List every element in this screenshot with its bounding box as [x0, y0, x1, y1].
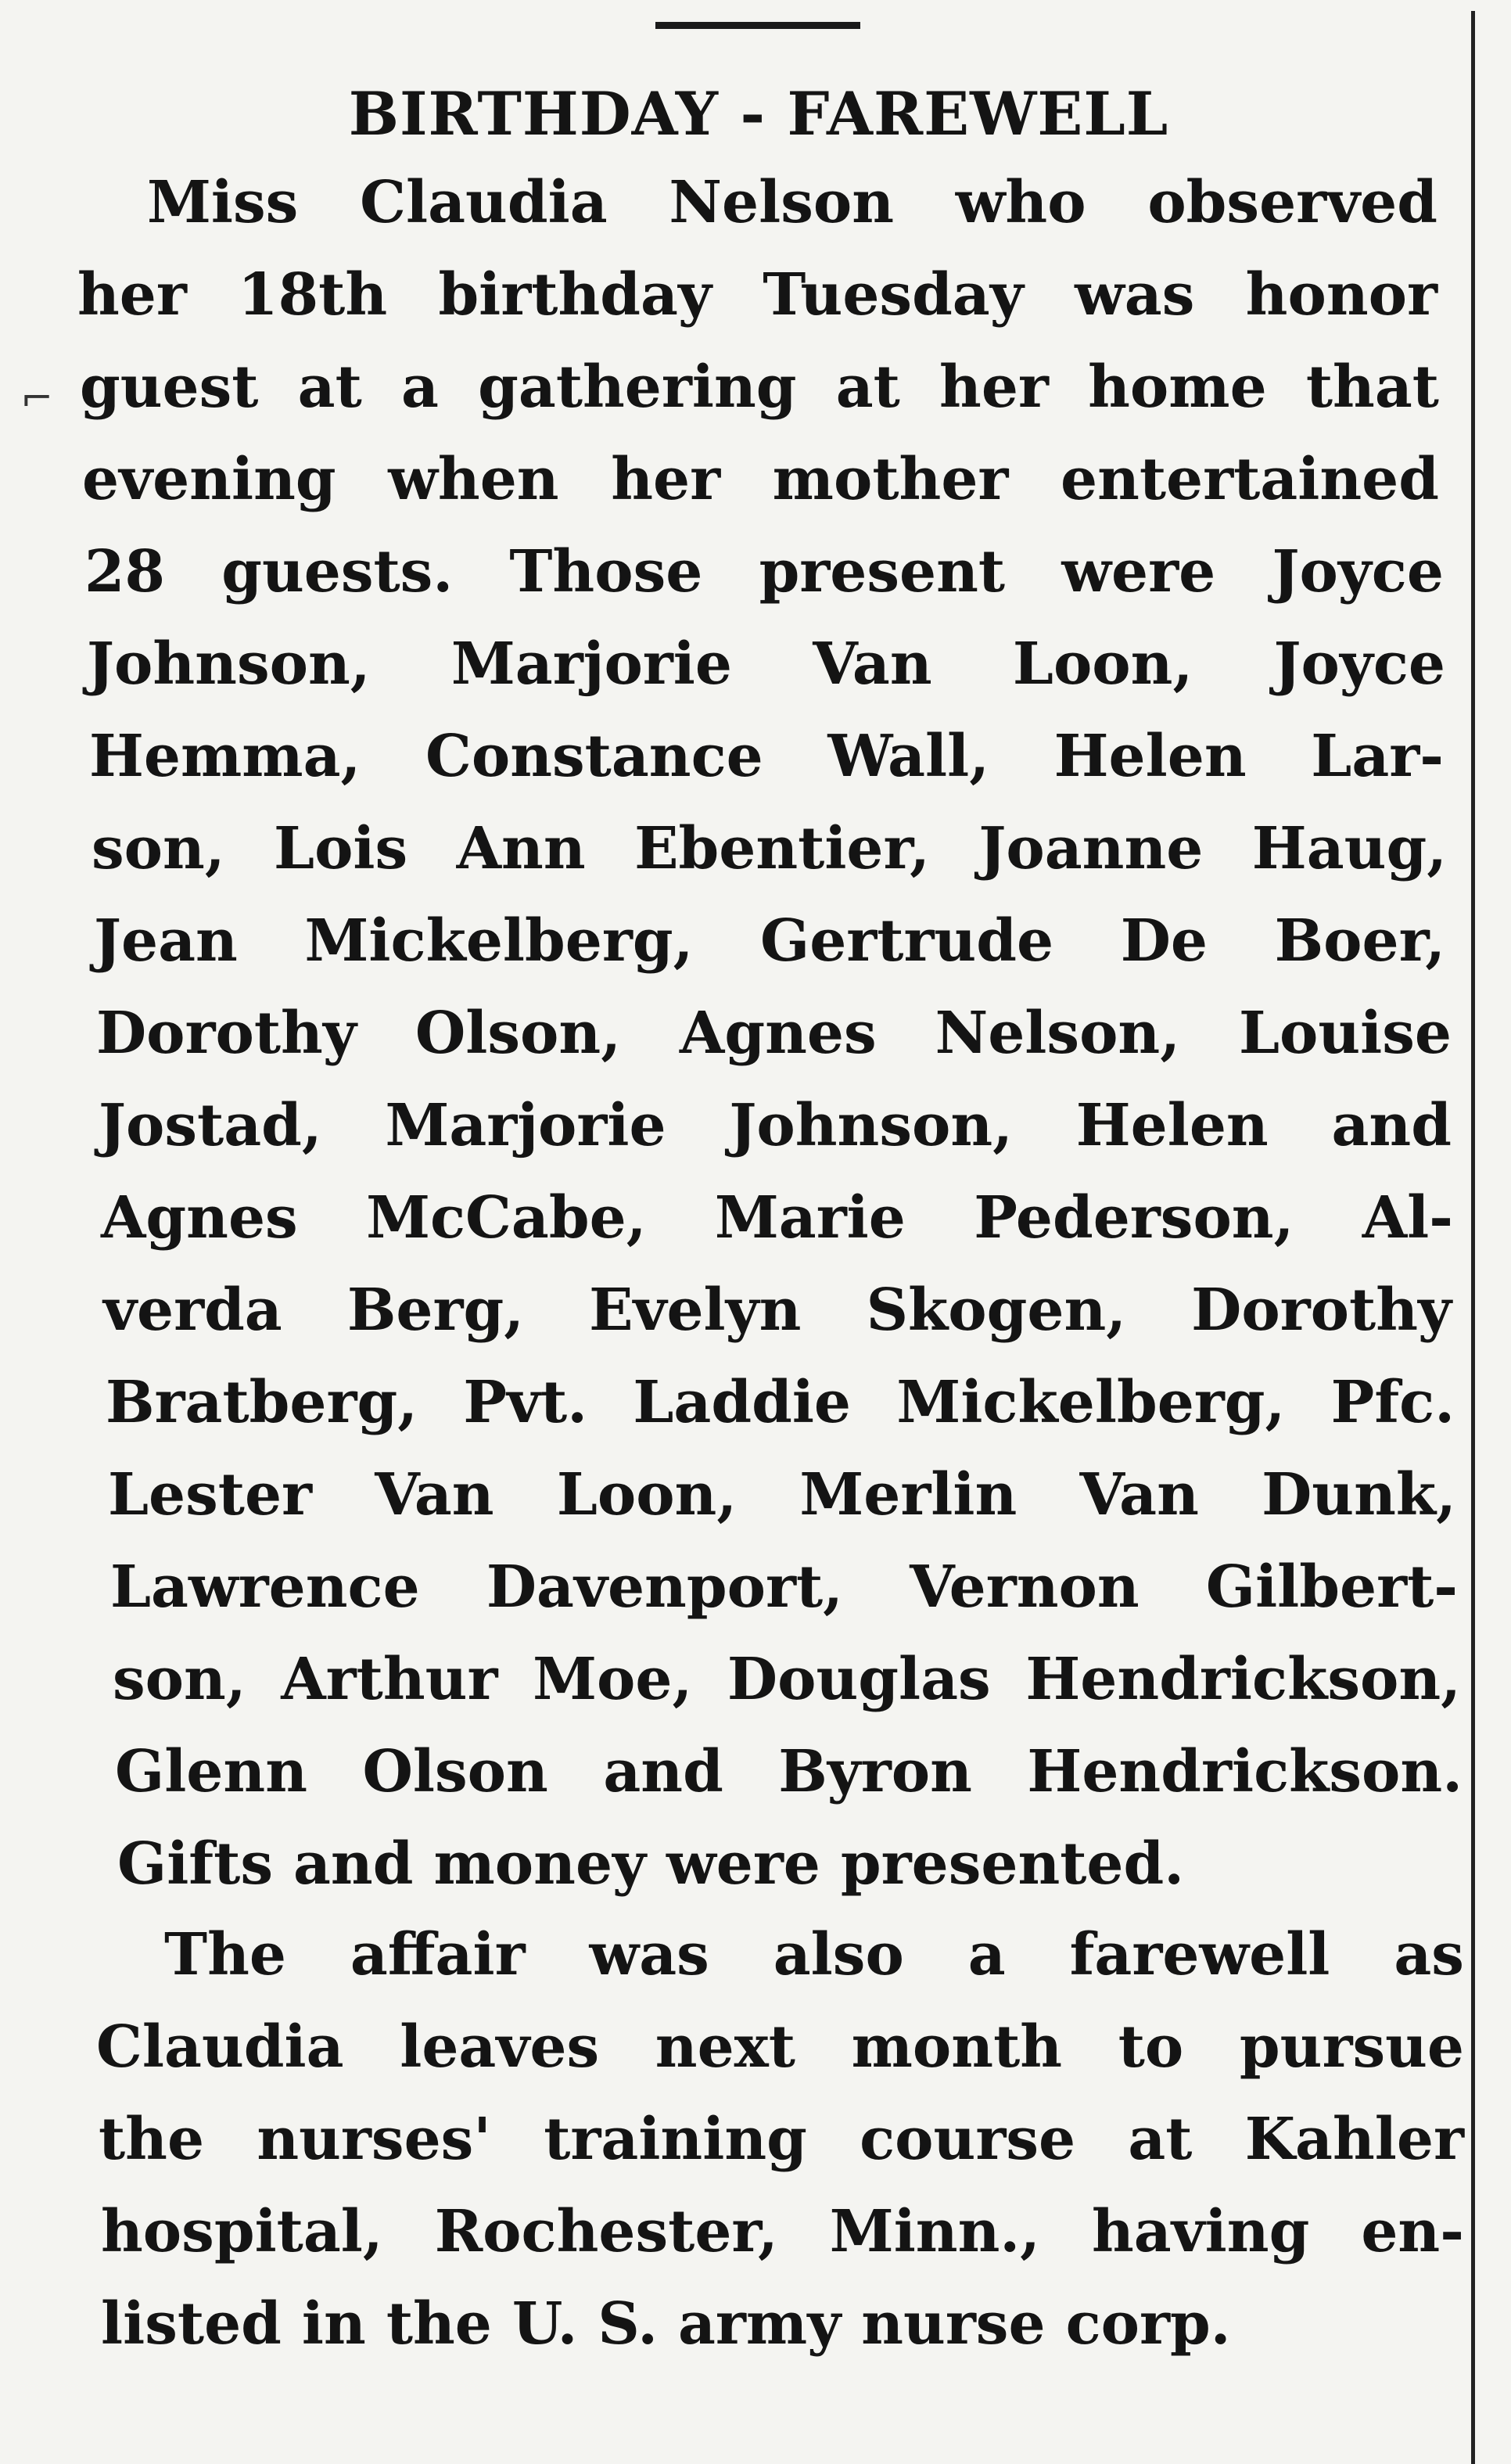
- margin-mark: ⌐: [20, 375, 53, 421]
- article-line: Claudia leaves next month to pursue: [96, 2013, 1464, 2081]
- article-line: 28 guests. Those present were Joyce: [84, 538, 1444, 605]
- article-line: The affair was also a farewell as: [164, 1921, 1464, 1988]
- article-line: hospital, Rochester, Minn., having en-: [101, 2198, 1464, 2265]
- article-line: Bratberg, Pvt. Laddie Mickelberg, Pfc.: [106, 1369, 1455, 1436]
- column-rule: [1471, 11, 1475, 2464]
- article-line: Jostad, Marjorie Johnson, Helen and: [99, 1092, 1452, 1159]
- top-rule: [655, 22, 860, 29]
- article-line: Dorothy Olson, Agnes Nelson, Louise: [96, 1000, 1452, 1067]
- article-headline: BIRTHDAY - FAREWELL: [348, 79, 1169, 149]
- article-line: Lester Van Loon, Merlin Van Dunk,: [108, 1461, 1456, 1528]
- article-line: Glenn Olson and Byron Hendrickson.: [115, 1738, 1463, 1805]
- article-line: evening when her mother entertained: [82, 446, 1439, 513]
- article-line: Gifts and money were presented.: [117, 1830, 1185, 1898]
- article-line: Miss Claudia Nelson who observed: [147, 169, 1437, 236]
- article-line: son, Lois Ann Ebentier, Joanne Haug,: [92, 815, 1447, 882]
- article-line: Hemma, Constance Wall, Helen Lar-: [89, 723, 1444, 790]
- article-line: her 18th birthday Tuesday was honor: [77, 261, 1437, 329]
- article-line: the nurses' training course at Kahler: [99, 2106, 1464, 2173]
- article-line: Jean Mickelberg, Gertrude De Boer,: [94, 907, 1445, 975]
- article-line: Agnes McCabe, Marie Pederson, Al-: [101, 1184, 1453, 1252]
- article-line: Lawrence Davenport, Vernon Gilbert-: [110, 1553, 1458, 1621]
- article-line: son, Arthur Moe, Douglas Hendrickson,: [113, 1646, 1461, 1713]
- article-line: listed in the U. S. army nurse corp.: [101, 2290, 1231, 2358]
- article-line: guest at a gathering at her home that: [80, 354, 1439, 421]
- article-line: verda Berg, Evelyn Skogen, Dorothy: [103, 1277, 1452, 1344]
- article-line: Johnson, Marjorie Van Loon, Joyce: [87, 630, 1445, 698]
